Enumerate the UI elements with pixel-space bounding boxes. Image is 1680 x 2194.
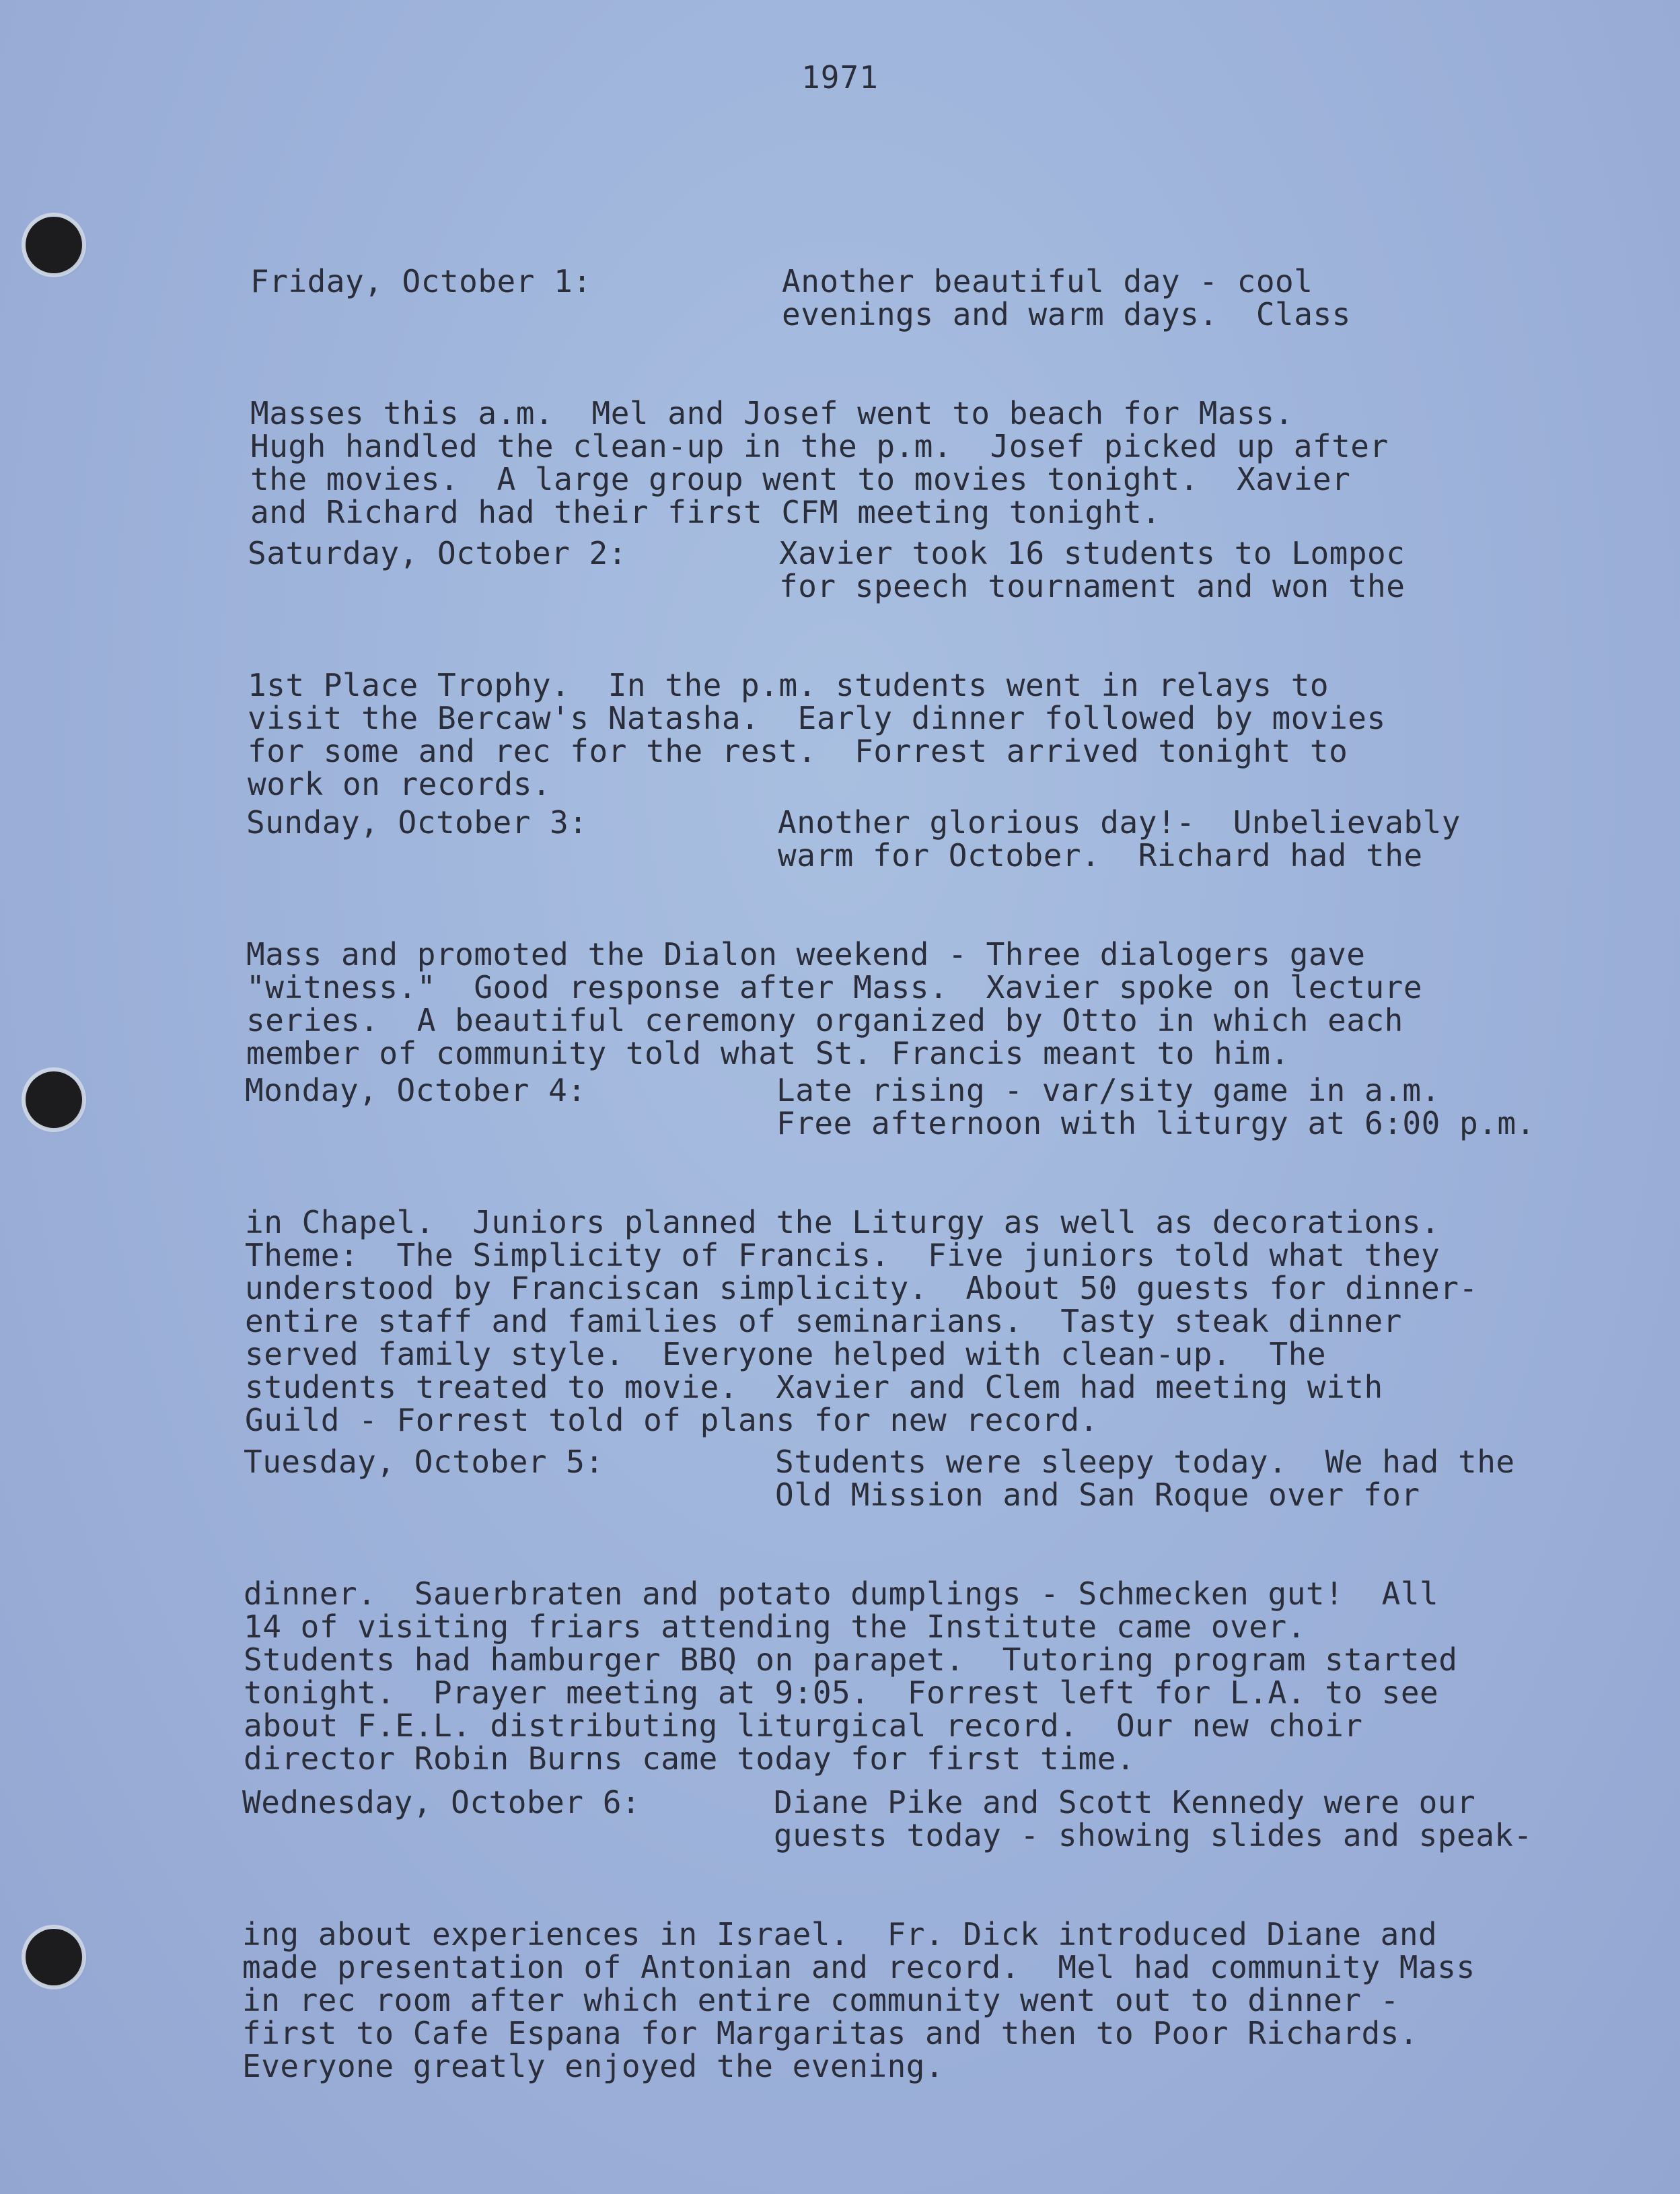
entry-body-text: dinner. Sauerbraten and potato dumplings - Schmecken gut! All 14 of visiting friars attending the Institute came over. Students had hamburger BBQ on parapet. Tutoring program started tonight. Prayer meeting at 9:05. Forrest left for L.A. to see about F.E.L. distributing liturgical record. Our new choir director Robin Burns came today for first time. <box>244 1576 1458 1777</box>
entry-body-text: 1st Place Trophy. In the p.m. students went in relays to visit the Bercaw's Natasha. Early dinner followed by movies for some and rec for the rest. Forrest arrived tonight to work on records. <box>248 667 1386 802</box>
entry-date: Friday, October 1: <box>250 263 592 299</box>
entry-wednesday-oct-6 <box>242 1720 1533 2149</box>
entry-body-text: Masses this a.m. Mel and Josef went to beach for Mass. Hugh handled the clean-up in the p.m. Josef picked up after the movies. A large group went to movies tonight. Xavier and Richard had their first CFM meeting tonight. <box>250 395 1389 530</box>
entry-date: Wednesday, October 6: <box>242 1784 641 1820</box>
entry-body-text: ing about experiences in Israel. Fr. Dick introduced Diane and made presentation of Antonian and record. Mel had community Mass in rec room after which entire community went out to dinner - first to Cafe Espana for Margaritas and then to Poor Richards. Everyone greatly enjoyed the evening. <box>242 1916 1475 2084</box>
entry-body-text: in Chapel. Juniors planned the Liturgy as well as decorations. Theme: The Simplicity of Francis. Five juniors told what they understood by Franciscan simplicity. About 50 guests for dinner- entire staff and families of seminarians. Tasty steak dinner served family style. Everyone helped with clean-up. The students treated to movie. Xavier and Clem had meeting with Guild - Forrest told of plans for new record. <box>245 1204 1478 1438</box>
entry-lead-text: Another glorious day!- Unbelievably warm for October. Richard had the <box>778 804 1461 874</box>
binder-hole-bottom <box>26 1929 82 1985</box>
binder-hole-top <box>26 217 82 273</box>
entry-date: Tuesday, October 5: <box>244 1444 604 1480</box>
entry-lead-text: Late rising - var/sity game in a.m. Free afternoon with liturgy at 6:00 p.m. <box>776 1072 1535 1141</box>
page-year: 1971 <box>801 59 879 96</box>
entry-date: Monday, October 4: <box>245 1072 587 1108</box>
entry-lead-text: Another beautiful day - cool evenings and warm days. Class <box>782 263 1351 332</box>
binder-hole-middle <box>26 1071 82 1128</box>
entry-lead-text: Diane Pike and Scott Kennedy were our guests today - showing slides and speak- <box>774 1784 1533 1853</box>
entry-date: Sunday, October 3: <box>246 804 588 841</box>
entry-lead-text: Students were sleepy today. We had the Old Mission and San Roque over for <box>775 1444 1515 1513</box>
entry-date: Saturday, October 2: <box>248 535 627 571</box>
entry-lead-text: Xavier took 16 students to Lompoc for speech tournament and won the <box>779 535 1405 604</box>
entry-body-text: Mass and promoted the Dialon weekend - Three dialogers gave "witness." Good response after Mass. Xavier spoke on lecture series. A beautiful ceremony organized by Otto in which each member of community told what St. Francis meant to him. <box>246 936 1423 1071</box>
